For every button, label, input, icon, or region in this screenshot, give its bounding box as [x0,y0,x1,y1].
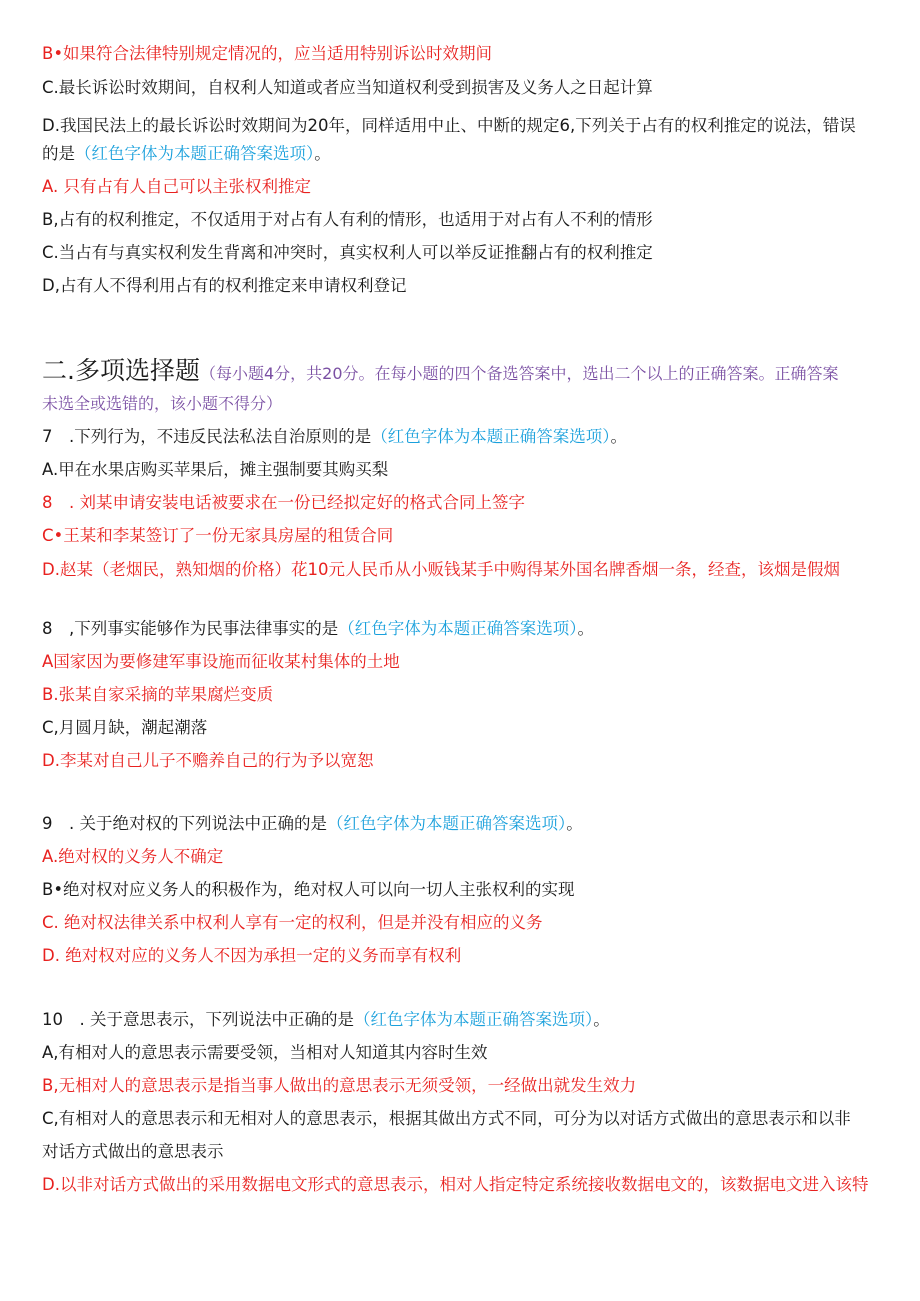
q9-stem [42,813,884,835]
q9-option-d: D. 绝对权对应的义务人不因为承担一定的义务而享有权利 [42,946,462,965]
section-2-note-line2: 未选全或选错的，该小题不得分） [42,394,283,413]
q9-stem-text: 9 . 关于绝对权的下列说法中正确的是 [42,814,327,833]
q6-prev-option-c: C.最长诉讼时效期间，自权利人知道或者应当知道权利受到损害及义务人之日起计算 [42,78,653,97]
section-2-title: 二.多项选择题 [42,356,200,385]
q6-option-c: C.当占有与真实权利发生背离和冲突时，真实权利人可以举反证推翻占有的权利推定 [42,243,653,262]
q10-stem-end: 。 [593,1010,610,1029]
q9-option-a: A.绝对权的义务人不确定 [42,847,224,866]
q6-stem-line2 [42,143,884,165]
q10-option-a: A,有相对人的意思表示需要受领，当相对人知道其内容时生效 [42,1043,488,1062]
q6-stem-prefix: 的是 [42,144,75,163]
q10-option-b: B,无相对人的意思表示是指当事人做出的意思表示无须受领，一经做出就发生效力 [42,1076,637,1095]
q8-option-a: A国家因为要修建军事设施而征收某村集体的土地 [42,652,400,671]
q6-answer-hint: （红色字体为本题正确答案选项） [75,144,315,163]
section-2-header [42,356,884,389]
q9-option-c: C. 绝对权法律关系中权利人享有一定的权利，但是并没有相应的义务 [42,913,543,932]
q9-answer-hint: （红色字体为本题正确答案选项） [327,814,567,833]
q10-option-c-line2: 对话方式做出的意思表示 [42,1142,224,1161]
q8-answer-hint: （红色字体为本题正确答案选项） [338,619,578,638]
q10-answer-hint: （红色字体为本题正确答案选项） [354,1010,594,1029]
q8-stem-text: 8 ,下列事实能够作为民事法律事实的是 [42,619,339,638]
q7-stem [42,426,884,448]
q10-option-c-line1: C,有相对人的意思表示和无相对人的意思表示，根据其做出方式不同，可分为以对话方式做出的意思表示和以非 [42,1109,851,1128]
q7-option-a: A.甲在水果店购买苹果后，摊主强制要其购买梨 [42,460,389,479]
q9-stem-end: 。 [566,814,583,833]
q7-option-c: C•王某和李某签订了一份无家具房屋的租赁合同 [42,526,394,545]
q6-prev-option-b: B•如果符合法律特别规定情况的，应当适用特别诉讼时效期间 [42,44,493,63]
q8-option-b: B.张某自家采摘的苹果腐烂变质 [42,685,274,704]
q8-option-d: D.李某对自己儿子不赡养自己的行为予以宽恕 [42,751,374,770]
q10-option-d: D.以非对话方式做出的采用数据电文形式的意思表示，相对人指定特定系统接收数据电文的，该数据电文进入该特 [42,1175,869,1194]
q8-stem-end: 。 [577,619,594,638]
q7-stem-end: 。 [610,427,627,446]
q8-option-c: C,月圆月缺，潮起潮落 [42,718,208,737]
q6-option-b: B,占有的权利推定，不仅适用于对占有人有利的情形，也适用于对占有人不利的情形 [42,210,653,229]
q7-stem-text: 7 .下列行为，不违反民法私法自治原则的是 [42,427,372,446]
q10-stem-text: 10 . 关于意思表示，下列说法中正确的是 [42,1010,354,1029]
q10-stem [42,1009,884,1031]
q7-option-b: 8 . 刘某申请安装电话被要求在一份已经拟定好的格式合同上签字 [42,493,525,512]
q6-stem-end: 。 [314,144,331,163]
q6-prev-option-d-line1: D.我国民法上的最长诉讼时效期间为20年，同样适用中止、中断的规定6,下列关于占有的权利推定的说法，错误 [42,116,856,135]
q7-answer-hint: （红色字体为本题正确答案选项） [371,427,611,446]
section-2-note-line1: （每小题4分，共20分。在每小题的四个备选答案中，选出二个以上的正确答案。正确答案 [199,364,839,383]
q9-option-b: B•绝对权对应义务人的积极作为，绝对权人可以向一切人主张权利的实现 [42,880,575,899]
q7-option-d: D.赵某（老烟民，熟知烟的价格）花10元人民币从小贩钱某手中购得某外国名牌香烟一条，经查，该烟是假烟 [42,560,840,579]
q6-option-a: A. 只有占有人自己可以主张权利推定 [42,177,311,196]
q6-option-d: D,占有人不得利用占有的权利推定来申请权利登记 [42,276,407,295]
q8-stem [42,618,884,640]
